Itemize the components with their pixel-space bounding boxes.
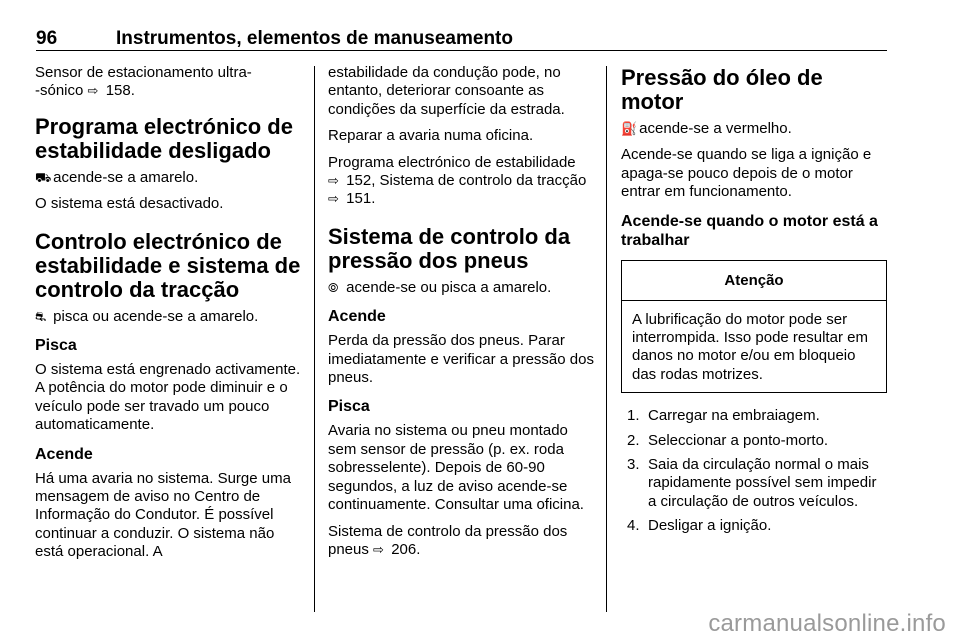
warning-box [621,260,887,394]
subheading-engine-running: Acende-se quando o motor está a trabalhar [621,212,878,249]
page-header [36,28,887,50]
step-number: 1. [627,407,640,425]
reference-arrow-icon[interactable]: ⇨ [328,173,339,189]
heading-oil-pressure: Pressão do óleo de motor [621,65,823,114]
tpms-reference-paragraph [328,523,594,560]
list-item [621,456,887,511]
esp-off-status-text: O sistema está desactivado. [35,195,224,213]
column-1 [35,64,301,570]
tire-pressure-icon: ⦾ [328,279,339,295]
text: -sónico [35,82,84,100]
step-number: 4. [627,517,640,535]
text: pisca ou acende-se a amarelo. [53,307,259,325]
oil-description: Acende-se quando se liga a ignição e apaga-se pouco depois de o motor entrar em funcionamento. [621,146,872,201]
oil-can-icon: ⛽ [621,121,638,136]
warning-text: A lubrificação do motor pode ser interrompida. Isso pode resultar em danos no motor e/ou em bloqueio das rodas motrizes. [632,310,868,383]
text: acende-se ou pisca a amarelo. [346,278,552,296]
text: acende-se a amarelo. [53,168,199,186]
step-text: Seleccionar a ponto-morto. [648,431,829,449]
list-item [621,517,887,535]
acende-paragraph: Há uma avaria no sistema. Surge uma mensagem de aviso no Centro de Informação do Condutor. É possível continuar a conduzir. O sistema não está operacional. A [35,469,291,561]
header-divider [36,50,887,51]
repair-paragraph: Reparar a avaria numa oficina. [328,127,534,145]
page-number: 96 [36,28,58,49]
text: acende-se a vermelho. [639,120,792,137]
step-text: Desligar a ignição. [648,517,772,535]
column-3 [621,64,887,542]
subheading-pisca: Pisca [328,398,370,416]
step-number: 3. [627,456,640,474]
text: Programa electrónico de estabilidade [328,153,576,171]
subheading-acende: Acende [328,308,386,326]
subheading-pisca: Pisca [35,337,77,355]
page-reference-link[interactable]: 151. [346,190,376,208]
pisca-paragraph: O sistema está engrenado activamente. A potência do motor pode diminuir e o veículo pode ser travado um pouco automaticamente. [35,361,301,434]
list-item [621,407,887,425]
step-text: Carregar na embraiagem. [648,407,820,425]
column-divider-2 [606,66,607,612]
heading-tpms: Sistema de controlo da pressão dos pneus [328,223,571,273]
oil-indicator-text [621,120,887,138]
text: Sistema de controlo da pressão dos pneus [328,522,568,558]
acende-paragraph: Perda da pressão dos pneus. Parar imediatamente e verificar a pressão dos pneus. [328,332,594,387]
step-text: Saia da circulação normal o mais rapidamente possível sem impedir a circulação de outros veículos. [648,456,877,510]
page-reference-link[interactable]: 152, Sistema de controlo da tracção [346,172,587,190]
tpms-indicator-text [328,279,594,297]
continued-paragraph: estabilidade da condução pode, no entanto, deteriorar consoante as condições da superfície da estrada. [328,64,565,118]
heading-esp-off: Programa electrónico de estabilidade desligado [35,113,293,163]
chapter-title: Instrumentos, elementos de manuseamento [116,28,513,49]
list-item [621,432,887,450]
esc-indicator-text [35,308,301,326]
esp-off-warning-icon: ⛟ [35,169,52,185]
page-reference-link[interactable]: 158. [105,82,135,100]
cross-reference-paragraph [328,154,594,209]
heading-esc-tcs: Controlo electrónico de estabilidade e sistema de controlo da tracção [35,228,301,302]
watermark: carmanualsonline.info [708,610,946,637]
warning-body [622,301,886,393]
column-divider-1 [314,66,315,612]
pisca-paragraph: Avaria no sistema ou pneu montado sem sensor de pressão (p. ex. roda sobresselente). Depois de 60-90 segundos, a luz de aviso acende-se continuamente. Consultar uma oficina. [328,422,584,514]
parking-sensor-reference [35,64,301,101]
column-2 [328,64,594,567]
reference-arrow-icon[interactable]: ⇨ [87,83,99,99]
esc-warning-icon: ⛐ [35,308,47,324]
text: Sensor de estacionamento ultra- [35,64,252,81]
subheading-acende: Acende [35,445,93,463]
steps-list [621,407,887,535]
esp-off-indicator-text [35,169,301,187]
warning-title: Atenção [622,261,886,301]
reference-arrow-icon[interactable]: ⇨ [328,191,339,207]
page-reference-link[interactable]: 206. [391,540,421,558]
step-number: 2. [627,431,640,449]
reference-arrow-icon[interactable]: ⇨ [373,541,384,557]
